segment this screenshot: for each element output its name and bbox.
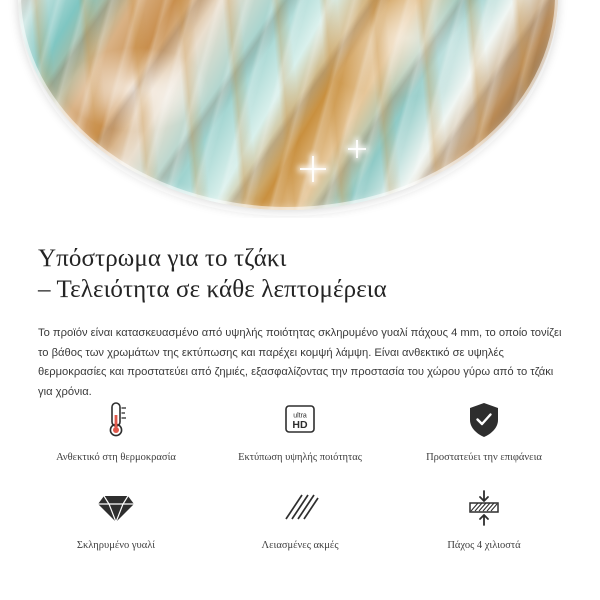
page-title bbox=[38, 243, 562, 305]
feature-item-surface-protection bbox=[392, 398, 576, 464]
feature-label: Ανθεκτικό στη θερμοκρασία bbox=[56, 452, 176, 463]
feature-label: Λειασμένες ακμές bbox=[261, 540, 339, 551]
svg-text:HD: HD bbox=[292, 419, 308, 431]
shield-check-icon bbox=[466, 398, 502, 442]
body-paragraph: Το προϊόν είναι κατασκευασμένο από υψηλής ποιότητας σκληρυμένο γυαλί πάχους 4 mm, το οποίο τονίζει το βάθος των χρωμάτων της εκτύπωσης και παρέχει κομψή λάμψη. Είναι ανθεκτικό σε υψηλές θερμοκρασίες και προστατεύει από ζημιές, εξασφαλίζοντας την προστασία του χώρου γύρω από το τζάκι για χρόνια. bbox=[38, 327, 562, 398]
feature-label: Εκτύπωση υψηλής ποιότητας bbox=[238, 452, 362, 463]
feature-item-print-quality bbox=[208, 398, 392, 464]
text-content bbox=[0, 218, 600, 402]
diamond-icon bbox=[96, 486, 136, 530]
thermometer-icon bbox=[101, 398, 131, 442]
feature-label: Πάχος 4 χιλιοστά bbox=[447, 540, 521, 551]
headline-line-1: Υπόστρωμα για το τζάκι bbox=[38, 245, 287, 272]
headline-line-2: – Τελειότητα σε κάθε λεπτομέρεια bbox=[38, 276, 387, 303]
polished-edges-icon bbox=[280, 486, 320, 530]
feature-item-polished-edges bbox=[208, 486, 392, 552]
feature-label: Σκληρυμένο γυαλί bbox=[76, 540, 156, 551]
feature-item-temperature-resistant bbox=[24, 398, 208, 464]
feature-label: Προστατεύει την επιφάνεια bbox=[426, 452, 542, 463]
ultra-hd-icon bbox=[280, 398, 320, 442]
feature-grid bbox=[0, 398, 600, 552]
hero-image bbox=[0, 0, 600, 218]
thickness-icon bbox=[462, 486, 506, 530]
feature-item-thickness bbox=[392, 486, 576, 552]
svg-text:ultra: ultra bbox=[293, 412, 307, 420]
feature-item-tempered-glass bbox=[24, 486, 208, 552]
